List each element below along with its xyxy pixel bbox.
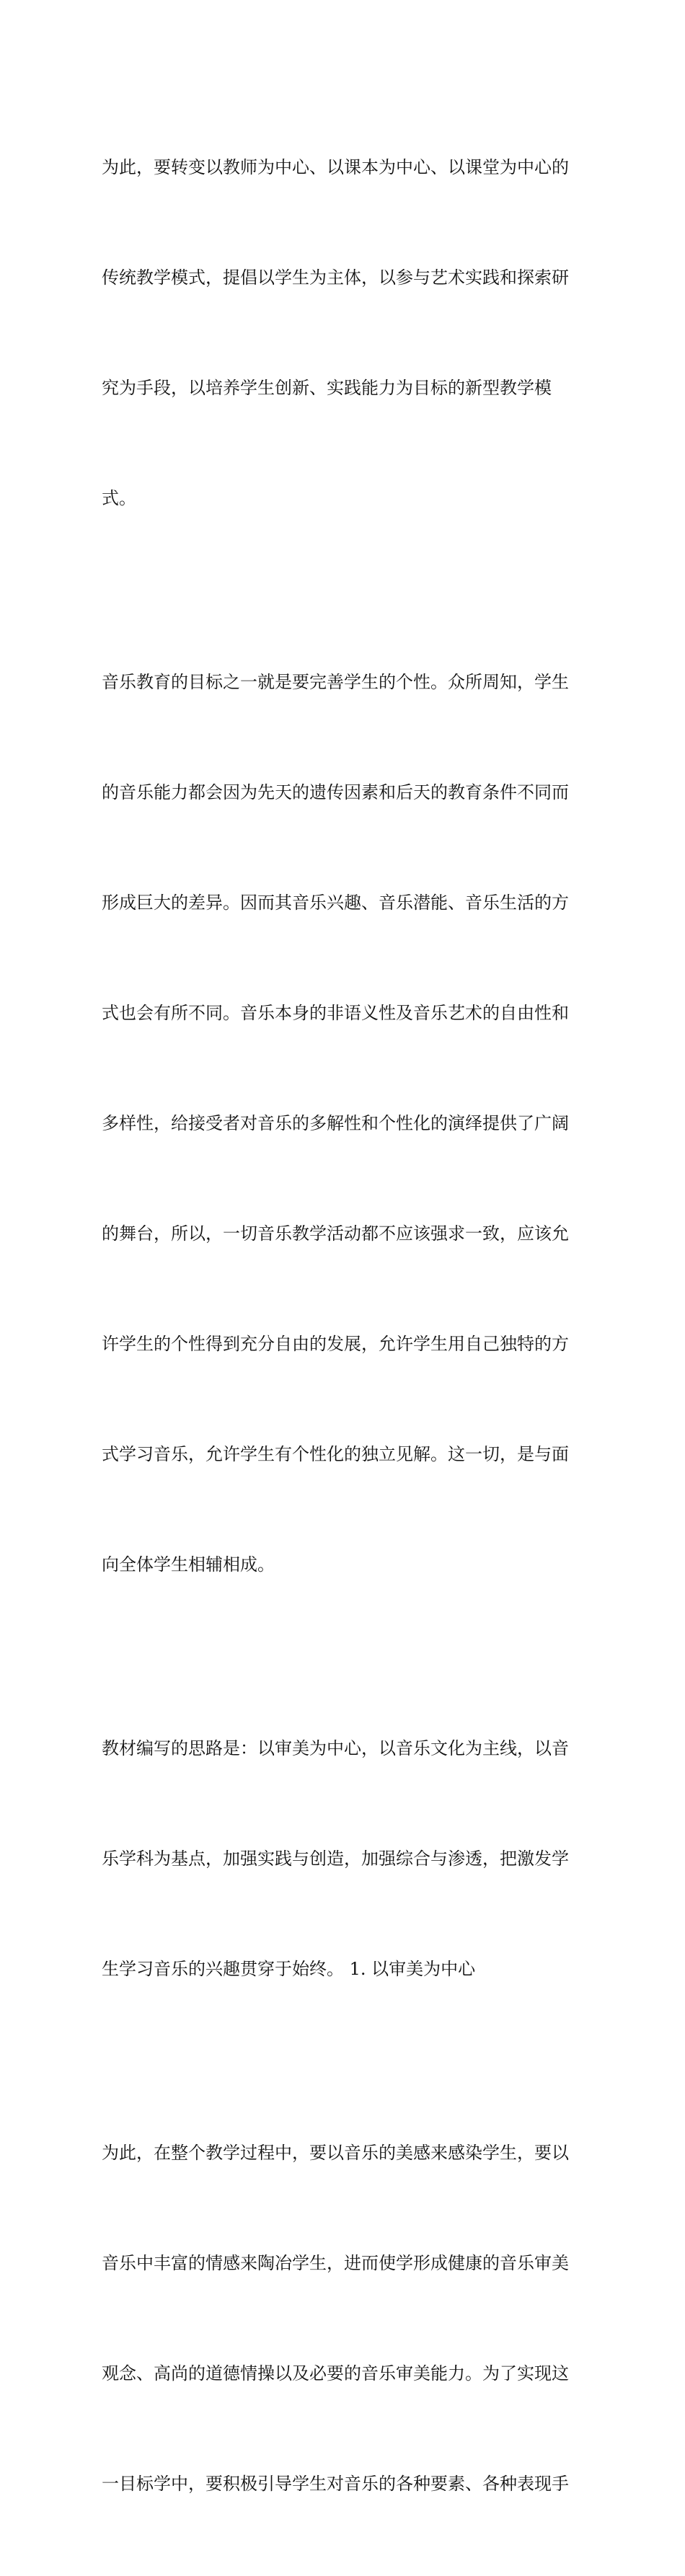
text-line: 传统教学模式，提倡以学生为主体，以参与艺术实践和探索研	[102, 267, 569, 288]
paragraph-2	[102, 590, 592, 1657]
text-line: 观念、高尚的道德情操以及必要的音乐审美能力。为了实现这	[102, 2363, 569, 2384]
text-line: 许学生的个性得到充分自由的发展，允许学生用自己独特的方	[102, 1334, 569, 1354]
text-line: 为此，要转变以教师为中心、以课本为中心、以课堂为中心的	[102, 157, 569, 177]
text-line: 的音乐能力都会因为先天的遗传因素和后天的教育条件不同而	[102, 782, 569, 802]
text-line: 教材编写的思路是：以审美为中心，以音乐文化为主线，以音	[102, 1738, 569, 1758]
paragraph-4	[102, 2061, 592, 2576]
text-line: 一目标学中，要积极引导学生对音乐的各种要素、各种表现手	[102, 2474, 569, 2494]
text-line: 生学习音乐的兴趣贯穿于始终。 1. 以审美为中心	[102, 1959, 476, 1979]
text-line: 式。	[102, 488, 136, 508]
text-line: 形成巨大的差异。因而其音乐兴趣、音乐潜能、音乐生活的方	[102, 893, 569, 913]
text-line: 音乐教育的目标之一就是要完善学生的个性。众所周知，学生	[102, 672, 569, 692]
text-line: 多样性，给接受者对音乐的多解性和个性化的演绎提供了广阔	[102, 1113, 569, 1133]
paragraph-1	[102, 76, 592, 590]
text-line: 音乐中丰富的情感来陶冶学生，进而使学形成健康的音乐审美	[102, 2253, 569, 2273]
text-line: 式也会有所不同。音乐本身的非语义性及音乐艺术的自由性和	[102, 1003, 569, 1023]
document-page	[102, 76, 592, 2576]
text-line: 究为手段，以培养学生创新、实践能力为目标的新型教学模	[102, 378, 552, 398]
text-line: 的舞台，所以，一切音乐教学活动都不应该强求一致，应该允	[102, 1223, 569, 1244]
text-line: 向全体学生相辅相成。	[102, 1554, 275, 1575]
paragraph-3	[102, 1657, 592, 2061]
text-line: 乐学科为基点，加强实践与创造，加强综合与渗透，把激发学	[102, 1849, 569, 1869]
text-line: 为此，在整个教学过程中，要以音乐的美感来感染学生，要以	[102, 2143, 569, 2163]
text-line: 式学习音乐，允许学生有个性化的独立见解。这一切，是与面	[102, 1444, 569, 1464]
